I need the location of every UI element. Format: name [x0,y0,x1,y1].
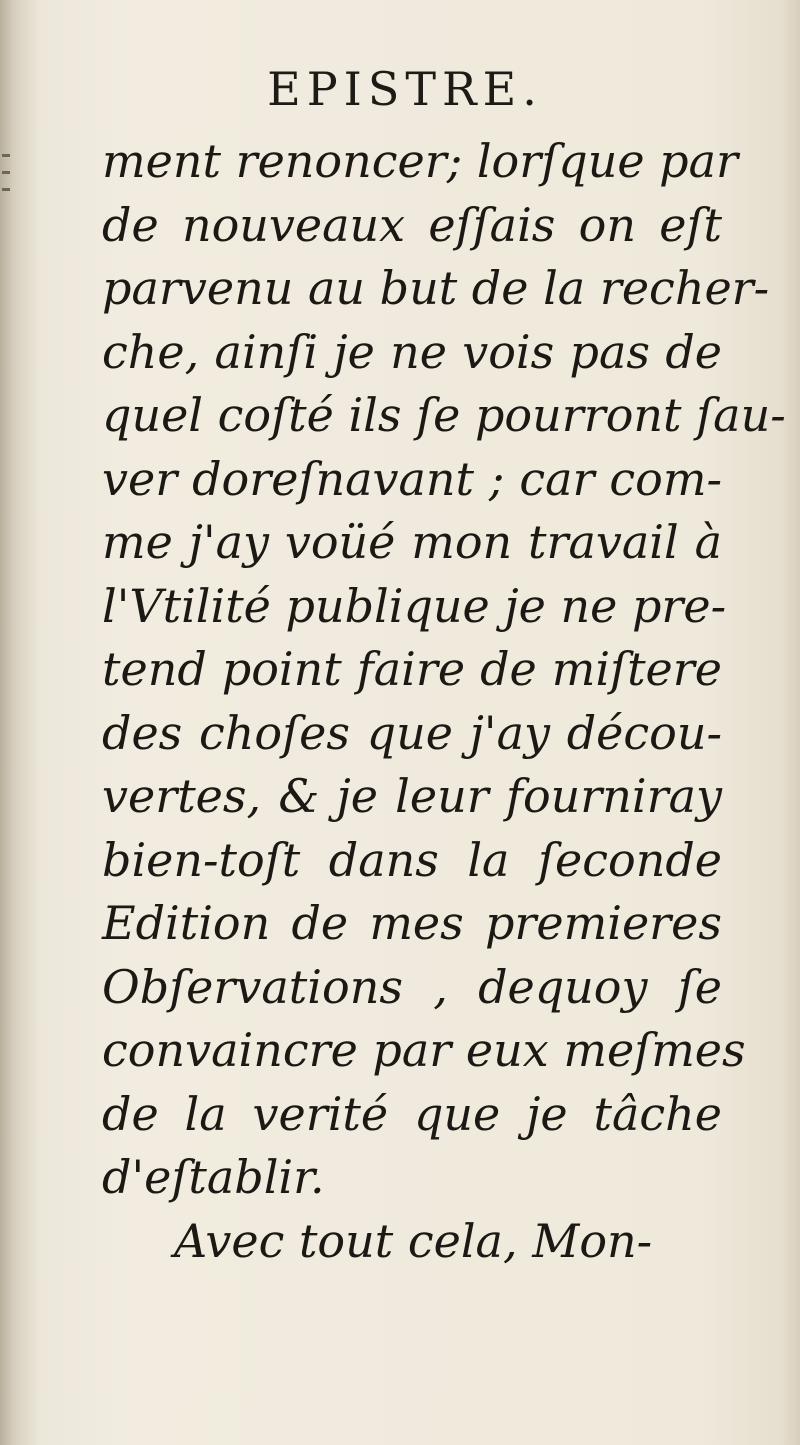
text-line: bien-toſt dans la ſeconde [102,832,722,887]
text-line: quel coſté ils ſe pourront ſau- [102,388,786,442]
text-line: de la verité que je tâche [102,1086,722,1141]
text-line: l'Vtilité publique je ne pre- [102,578,727,633]
edge-mark [2,188,10,191]
running-head: EPISTRE. [267,62,543,116]
body-text [102,130,786,1273]
text-line: de nouveaux eſſais on eſt [102,197,722,252]
text-line: parvenu au but de la recher- [102,261,770,315]
text-line: Obſervations , dequoy ſe [102,959,722,1014]
edge-mark [2,154,10,157]
text-line: ment renoncer; lorſque par [102,134,739,188]
text-line: d'eſtablir. [102,1150,325,1204]
text-line: Avec tout cela, Mon- [174,1213,653,1268]
text-line: des choſes que j'ay décou- [102,705,722,760]
text-line: convaincre par eux meſmes [102,1023,746,1077]
text-line: tend point faire de miſtere [102,642,722,696]
edge-mark [2,171,10,174]
text-line: vertes, & je leur fourniray [102,769,722,823]
text-line: che, ainſi je ne vois pas de [102,324,722,379]
text-line: Edition de mes premieres [102,896,722,950]
edge-marks [0,140,14,230]
text-line: me j'ay voüé mon travail à [102,515,722,569]
text-line: ver doreſnavant ; car com- [102,451,722,506]
